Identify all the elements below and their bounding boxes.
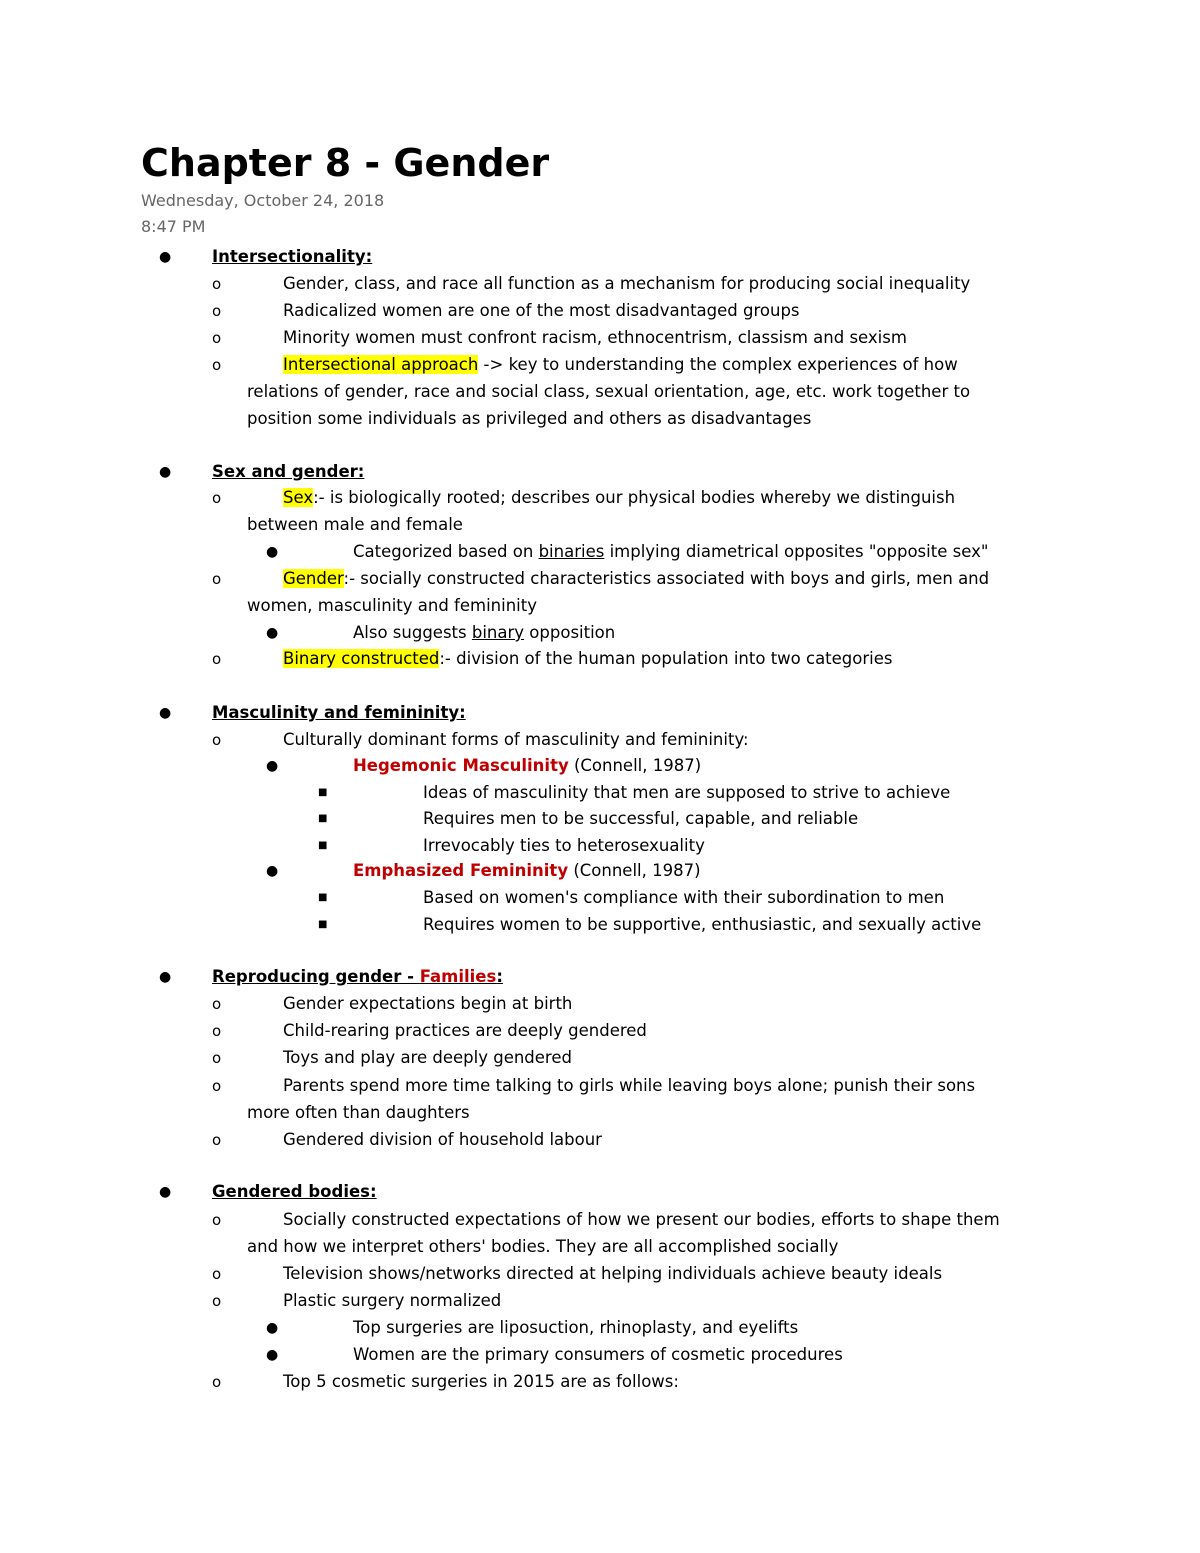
list-item: Gender expectations begin at birth <box>283 994 573 1013</box>
list-item: Parents spend more time talking to girls while leaving boys alone; punish their sons <box>283 1076 976 1095</box>
bullet-disc: ● <box>159 249 172 265</box>
bullet-disc: ● <box>266 1320 279 1336</box>
list-item <box>283 485 955 511</box>
highlighted-term: Intersectional approach <box>283 355 479 374</box>
bullet-disc: ● <box>159 1184 172 1200</box>
bullet-circle: o <box>212 1131 222 1149</box>
bullet-circle: o <box>212 1211 222 1229</box>
item-text: :- division of the human population into two categories <box>439 649 893 668</box>
list-item: Minority women must confront racism, ethnocentrism, classism and sexism <box>283 328 907 347</box>
list-item: Irrevocably ties to heterosexuality <box>423 836 705 855</box>
list-item <box>353 753 701 779</box>
list-item <box>283 352 958 378</box>
list-item <box>353 858 701 884</box>
list-item-continuation: women, masculinity and femininity <box>247 596 537 615</box>
list-item: Plastic surgery normalized <box>283 1291 502 1310</box>
list-item: Top 5 cosmetic surgeries in 2015 are as follows: <box>283 1372 679 1391</box>
bullet-square: ■ <box>318 813 328 824</box>
citation: (Connell, 1987) <box>568 861 701 880</box>
bullet-circle: o <box>212 1049 222 1067</box>
list-item: Requires women to be supportive, enthusiastic, and sexually active <box>423 915 982 934</box>
bullet-square: ■ <box>318 840 328 851</box>
bullet-square: ■ <box>318 892 328 903</box>
section-heading: Gendered bodies: <box>212 1182 377 1201</box>
bullet-disc: ● <box>266 544 279 560</box>
bullet-circle: o <box>212 1077 222 1095</box>
highlighted-term: Gender <box>283 569 344 588</box>
item-text: Categorized based on <box>353 542 539 561</box>
list-item-continuation: relations of gender, race and social class, sexual orientation, age, etc. work together to <box>247 382 971 401</box>
bullet-circle: o <box>212 329 222 347</box>
item-text: :- socially constructed characteristics associated with boys and girls, men and <box>343 569 990 588</box>
list-item <box>353 539 988 565</box>
list-item: Women are the primary consumers of cosmetic procedures <box>353 1345 843 1364</box>
section-heading: Masculinity and femininity: <box>212 703 466 722</box>
item-text: implying diametrical opposites "opposite sex" <box>604 542 989 561</box>
bullet-circle: o <box>212 1292 222 1310</box>
underlined-term: binaries <box>538 542 605 561</box>
bullet-circle: o <box>212 995 222 1013</box>
bullet-disc: ● <box>159 969 172 985</box>
bullet-disc: ● <box>266 863 279 879</box>
list-item: Socially constructed expectations of how we present our bodies, efforts to shape them <box>283 1210 1000 1229</box>
bullet-disc: ● <box>159 705 172 721</box>
bullet-disc: ● <box>266 758 279 774</box>
section-heading: Sex and gender: <box>212 462 365 481</box>
list-item: Based on women's compliance with their subordination to men <box>423 888 945 907</box>
item-text: :- is biologically rooted; describes our physical bodies whereby we distinguish <box>313 488 956 507</box>
list-item: Gender, class, and race all function as a mechanism for producing social inequality <box>283 274 971 293</box>
bullet-circle: o <box>212 489 222 507</box>
section-heading: Intersectionality: <box>212 247 373 266</box>
list-item: Radicalized women are one of the most disadvantaged groups <box>283 301 800 320</box>
item-text: Also suggests <box>353 623 472 642</box>
highlighted-term: Binary constructed <box>283 649 440 668</box>
bullet-circle: o <box>212 1022 222 1040</box>
item-text: opposition <box>524 623 616 642</box>
bullet-circle: o <box>212 302 222 320</box>
list-item <box>283 646 892 672</box>
page-title: Chapter 8 - Gender <box>141 141 550 185</box>
note-time: 8:47 PM <box>141 217 206 236</box>
citation: (Connell, 1987) <box>568 756 702 775</box>
heading-text: : <box>496 967 503 986</box>
bullet-square: ■ <box>318 787 328 798</box>
bullet-circle: o <box>212 731 222 749</box>
heading-text: Reproducing gender - <box>212 967 420 986</box>
list-item-continuation: between male and female <box>247 515 463 534</box>
red-term: Hegemonic Masculinity <box>353 756 569 775</box>
bullet-circle: o <box>212 570 222 588</box>
red-term: Emphasized Femininity <box>353 861 569 880</box>
list-item: Toys and play are deeply gendered <box>283 1048 572 1067</box>
list-item-continuation: position some individuals as privileged and others as disadvantages <box>247 409 812 428</box>
bullet-circle: o <box>212 356 222 374</box>
bullet-disc: ● <box>266 625 279 641</box>
list-item-continuation: and how we interpret others' bodies. They are all accomplished socially <box>247 1237 839 1256</box>
list-item: Requires men to be successful, capable, and reliable <box>423 809 859 828</box>
bullet-circle: o <box>212 275 222 293</box>
note-date: Wednesday, October 24, 2018 <box>141 191 385 210</box>
underlined-term: binary <box>471 623 525 642</box>
list-item-continuation: more often than daughters <box>247 1103 470 1122</box>
list-item <box>283 566 989 592</box>
list-item: Culturally dominant forms of masculinity and femininity: <box>283 730 749 749</box>
red-term: Families <box>419 967 497 986</box>
list-item: Top surgeries are liposuction, rhinoplasty, and eyelifts <box>353 1318 799 1337</box>
list-item <box>353 620 615 646</box>
bullet-square: ■ <box>318 919 328 930</box>
bullet-circle: o <box>212 1265 222 1283</box>
item-text: -> key to understanding the complex experiences of how <box>478 355 958 374</box>
bullet-disc: ● <box>159 464 172 480</box>
bullet-circle: o <box>212 1373 222 1391</box>
list-item: Child-rearing practices are deeply gendered <box>283 1021 647 1040</box>
list-item: Ideas of masculinity that men are supposed to strive to achieve <box>423 783 951 802</box>
section-heading <box>212 964 503 990</box>
bullet-disc: ● <box>266 1347 279 1363</box>
highlighted-term: Sex <box>283 488 314 507</box>
bullet-circle: o <box>212 650 222 668</box>
list-item: Gendered division of household labour <box>283 1130 602 1149</box>
list-item: Television shows/networks directed at helping individuals achieve beauty ideals <box>283 1264 943 1283</box>
